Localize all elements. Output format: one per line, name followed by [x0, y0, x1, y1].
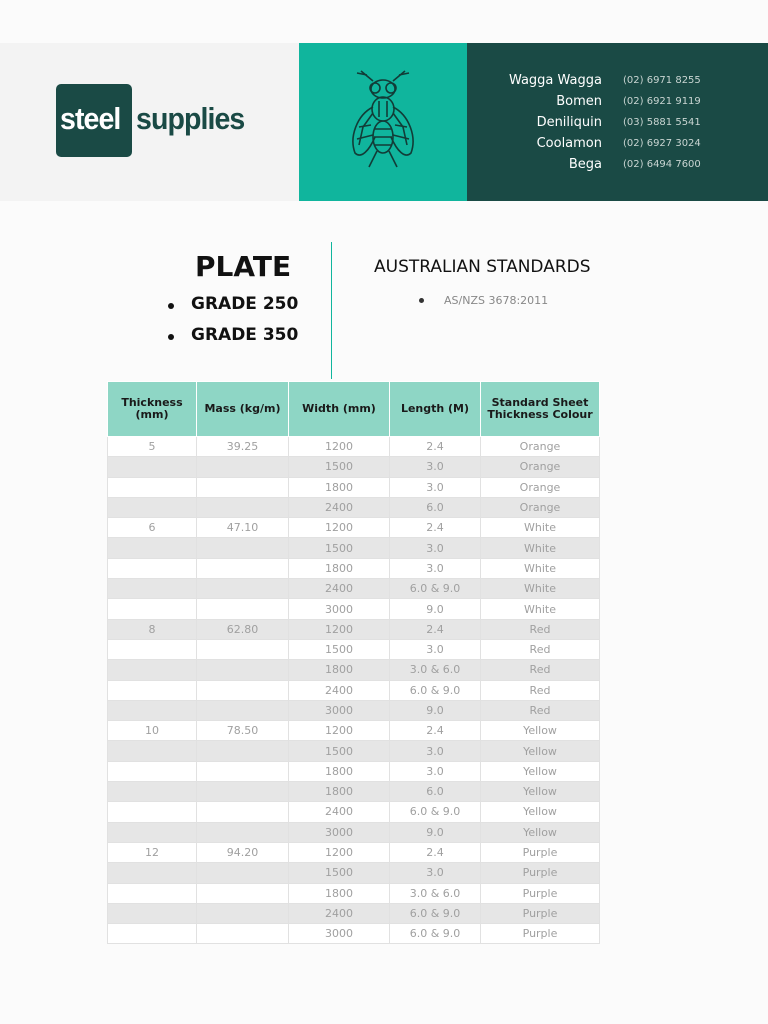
cell-length: 3.0: [390, 477, 481, 497]
cell-length: 9.0: [390, 599, 481, 619]
cell-length: 9.0: [390, 700, 481, 720]
cell-colour: Red: [481, 680, 600, 700]
table-row: [108, 619, 600, 639]
contact-row: [467, 73, 768, 94]
cell-width: 1800: [289, 761, 390, 781]
cell-thickness: [108, 538, 197, 558]
standard-label: AS/NZS 3678:2011: [444, 294, 549, 307]
table-body: [108, 437, 600, 944]
cell-thickness: [108, 660, 197, 680]
cell-mass: 78.50: [197, 721, 289, 741]
cell-thickness: 10: [108, 721, 197, 741]
table-row: [108, 782, 600, 802]
standards-title: AUSTRALIAN STANDARDS: [374, 257, 591, 277]
column-header-width: Width (mm): [289, 382, 390, 437]
contact-city: Wagga Wagga: [508, 73, 602, 88]
cell-colour: Red: [481, 700, 600, 720]
table-row: [108, 660, 600, 680]
contact-phone[interactable]: (02) 6971 8255: [623, 75, 701, 86]
cell-length: 6.0 & 9.0: [390, 680, 481, 700]
cell-width: 2400: [289, 497, 390, 517]
cell-thickness: 5: [108, 437, 197, 457]
cell-length: 6.0 & 9.0: [390, 924, 481, 944]
cell-length: 3.0 & 6.0: [390, 660, 481, 680]
table-row: [108, 822, 600, 842]
cell-length: 3.0: [390, 761, 481, 781]
contact-row: [467, 94, 768, 115]
cell-width: 1500: [289, 741, 390, 761]
cell-mass: [197, 761, 289, 781]
cell-mass: [197, 924, 289, 944]
table-row: [108, 802, 600, 822]
cell-colour: Orange: [481, 477, 600, 497]
cell-width: 1500: [289, 863, 390, 883]
fly-icon: [343, 67, 423, 175]
cell-thickness: [108, 700, 197, 720]
table-row: [108, 700, 600, 720]
logo-panel: [0, 43, 299, 201]
cell-thickness: [108, 761, 197, 781]
grade-label: GRADE 250: [191, 294, 299, 314]
cell-width: 3000: [289, 599, 390, 619]
cell-width: 1200: [289, 842, 390, 862]
cell-length: 3.0 & 6.0: [390, 883, 481, 903]
table-row: [108, 518, 600, 538]
cell-length: 3.0: [390, 639, 481, 659]
cell-width: 1800: [289, 558, 390, 578]
cell-length: 3.0: [390, 863, 481, 883]
cell-thickness: [108, 782, 197, 802]
cell-mass: [197, 782, 289, 802]
cell-colour: Purple: [481, 842, 600, 862]
cell-colour: White: [481, 599, 600, 619]
cell-mass: [197, 497, 289, 517]
cell-width: 1800: [289, 782, 390, 802]
cell-thickness: [108, 497, 197, 517]
cell-mass: [197, 802, 289, 822]
cell-mass: [197, 883, 289, 903]
table-row: [108, 477, 600, 497]
cell-width: 1200: [289, 721, 390, 741]
cell-width: 3000: [289, 924, 390, 944]
cell-length: 6.0 & 9.0: [390, 903, 481, 923]
table-row: [108, 842, 600, 862]
table-header-row: [108, 382, 600, 437]
table-row: [108, 558, 600, 578]
cell-colour: Purple: [481, 924, 600, 944]
cell-mass: [197, 741, 289, 761]
column-header-thickness: Thickness (mm): [108, 382, 197, 437]
table-row: [108, 741, 600, 761]
cell-width: 1500: [289, 639, 390, 659]
cell-length: 6.0 & 9.0: [390, 802, 481, 822]
table-row: [108, 883, 600, 903]
cell-mass: [197, 903, 289, 923]
section-divider: [331, 242, 332, 379]
cell-length: 9.0: [390, 822, 481, 842]
contact-row: [467, 115, 768, 136]
cell-colour: Yellow: [481, 822, 600, 842]
logo-text-steel: steel: [60, 101, 121, 136]
cell-thickness: [108, 639, 197, 659]
table-row: [108, 680, 600, 700]
cell-colour: Purple: [481, 883, 600, 903]
cell-width: 3000: [289, 700, 390, 720]
cell-thickness: [108, 599, 197, 619]
cell-width: 2400: [289, 802, 390, 822]
cell-length: 2.4: [390, 518, 481, 538]
table-row: [108, 639, 600, 659]
standard-item: [419, 294, 548, 307]
table-row: [108, 924, 600, 944]
cell-thickness: [108, 903, 197, 923]
header-banner: [0, 43, 768, 201]
cell-width: 3000: [289, 822, 390, 842]
cell-colour: Yellow: [481, 761, 600, 781]
contact-city: Deniliquin: [536, 115, 602, 130]
cell-length: 3.0: [390, 538, 481, 558]
logo-text-supplies: supplies: [136, 101, 245, 136]
cell-colour: Purple: [481, 903, 600, 923]
cell-colour: White: [481, 579, 600, 599]
cell-thickness: [108, 579, 197, 599]
cell-colour: Yellow: [481, 782, 600, 802]
grade-item: [168, 325, 298, 356]
cell-length: 3.0: [390, 457, 481, 477]
cell-colour: Orange: [481, 497, 600, 517]
column-header-mass: Mass (kg/m): [197, 382, 289, 437]
cell-width: 1800: [289, 477, 390, 497]
table-row: [108, 457, 600, 477]
cell-width: 1500: [289, 538, 390, 558]
cell-colour: Yellow: [481, 802, 600, 822]
contact-city: Bega: [568, 157, 602, 172]
table-row: [108, 538, 600, 558]
cell-width: 2400: [289, 680, 390, 700]
cell-width: 1500: [289, 457, 390, 477]
cell-colour: Orange: [481, 437, 600, 457]
cell-thickness: 8: [108, 619, 197, 639]
cell-colour: Orange: [481, 457, 600, 477]
cell-length: 2.4: [390, 721, 481, 741]
cell-width: 1800: [289, 883, 390, 903]
cell-mass: [197, 558, 289, 578]
cell-length: 6.0: [390, 497, 481, 517]
cell-thickness: [108, 822, 197, 842]
cell-length: 3.0: [390, 558, 481, 578]
table-row: [108, 437, 600, 457]
contact-row: [467, 136, 768, 157]
bullet-icon: [168, 303, 174, 309]
cell-colour: Purple: [481, 863, 600, 883]
contact-city: Coolamon: [536, 136, 602, 151]
grade-item: [168, 294, 298, 325]
table-row: [108, 903, 600, 923]
plate-table: [107, 381, 600, 944]
cell-thickness: [108, 924, 197, 944]
cell-length: 6.0: [390, 782, 481, 802]
cell-width: 2400: [289, 903, 390, 923]
cell-length: 3.0: [390, 741, 481, 761]
table-row: [108, 497, 600, 517]
mascot-panel: [299, 43, 467, 201]
cell-mass: [197, 680, 289, 700]
cell-mass: [197, 700, 289, 720]
grade-list: [168, 294, 298, 356]
cell-length: 2.4: [390, 619, 481, 639]
cell-mass: [197, 660, 289, 680]
cell-thickness: [108, 863, 197, 883]
contact-phone[interactable]: (02) 6921 9119: [623, 96, 701, 107]
cell-mass: [197, 599, 289, 619]
table-row: [108, 863, 600, 883]
contact-phone[interactable]: (03) 5881 5541: [623, 117, 701, 128]
cell-colour: Red: [481, 639, 600, 659]
cell-colour: White: [481, 538, 600, 558]
cell-mass: [197, 457, 289, 477]
cell-length: 2.4: [390, 842, 481, 862]
cell-colour: Red: [481, 619, 600, 639]
cell-mass: [197, 477, 289, 497]
contacts-panel: [467, 43, 768, 201]
cell-colour: Yellow: [481, 741, 600, 761]
cell-mass: 62.80: [197, 619, 289, 639]
cell-width: 2400: [289, 579, 390, 599]
contact-row: [467, 157, 768, 178]
cell-thickness: 6: [108, 518, 197, 538]
cell-mass: [197, 639, 289, 659]
cell-thickness: [108, 680, 197, 700]
product-title: PLATE: [195, 250, 292, 283]
cell-mass: [197, 863, 289, 883]
cell-mass: 94.20: [197, 842, 289, 862]
table-row: [108, 579, 600, 599]
cell-mass: [197, 822, 289, 842]
cell-thickness: [108, 741, 197, 761]
cell-length: 2.4: [390, 437, 481, 457]
cell-width: 1200: [289, 437, 390, 457]
cell-width: 1200: [289, 619, 390, 639]
table-row: [108, 761, 600, 781]
cell-mass: [197, 579, 289, 599]
contact-phone[interactable]: (02) 6927 3024: [623, 138, 701, 149]
cell-thickness: [108, 457, 197, 477]
contact-phone[interactable]: (02) 6494 7600: [623, 159, 701, 170]
cell-thickness: [108, 883, 197, 903]
bullet-icon: [168, 334, 174, 340]
column-header-length: Length (M): [390, 382, 481, 437]
cell-width: 1800: [289, 660, 390, 680]
cell-mass: 39.25: [197, 437, 289, 457]
cell-colour: Red: [481, 660, 600, 680]
cell-colour: White: [481, 518, 600, 538]
table-row: [108, 721, 600, 741]
cell-colour: White: [481, 558, 600, 578]
grade-label: GRADE 350: [191, 325, 299, 345]
cell-width: 1200: [289, 518, 390, 538]
cell-colour: Yellow: [481, 721, 600, 741]
cell-thickness: [108, 802, 197, 822]
cell-thickness: [108, 477, 197, 497]
cell-length: 6.0 & 9.0: [390, 579, 481, 599]
table-row: [108, 599, 600, 619]
column-header-colour: Standard Sheet Thickness Colour: [481, 382, 600, 437]
cell-mass: 47.10: [197, 518, 289, 538]
cell-thickness: 12: [108, 842, 197, 862]
cell-thickness: [108, 558, 197, 578]
cell-mass: [197, 538, 289, 558]
contact-city: Bomen: [556, 94, 602, 109]
bullet-icon: [419, 298, 424, 303]
